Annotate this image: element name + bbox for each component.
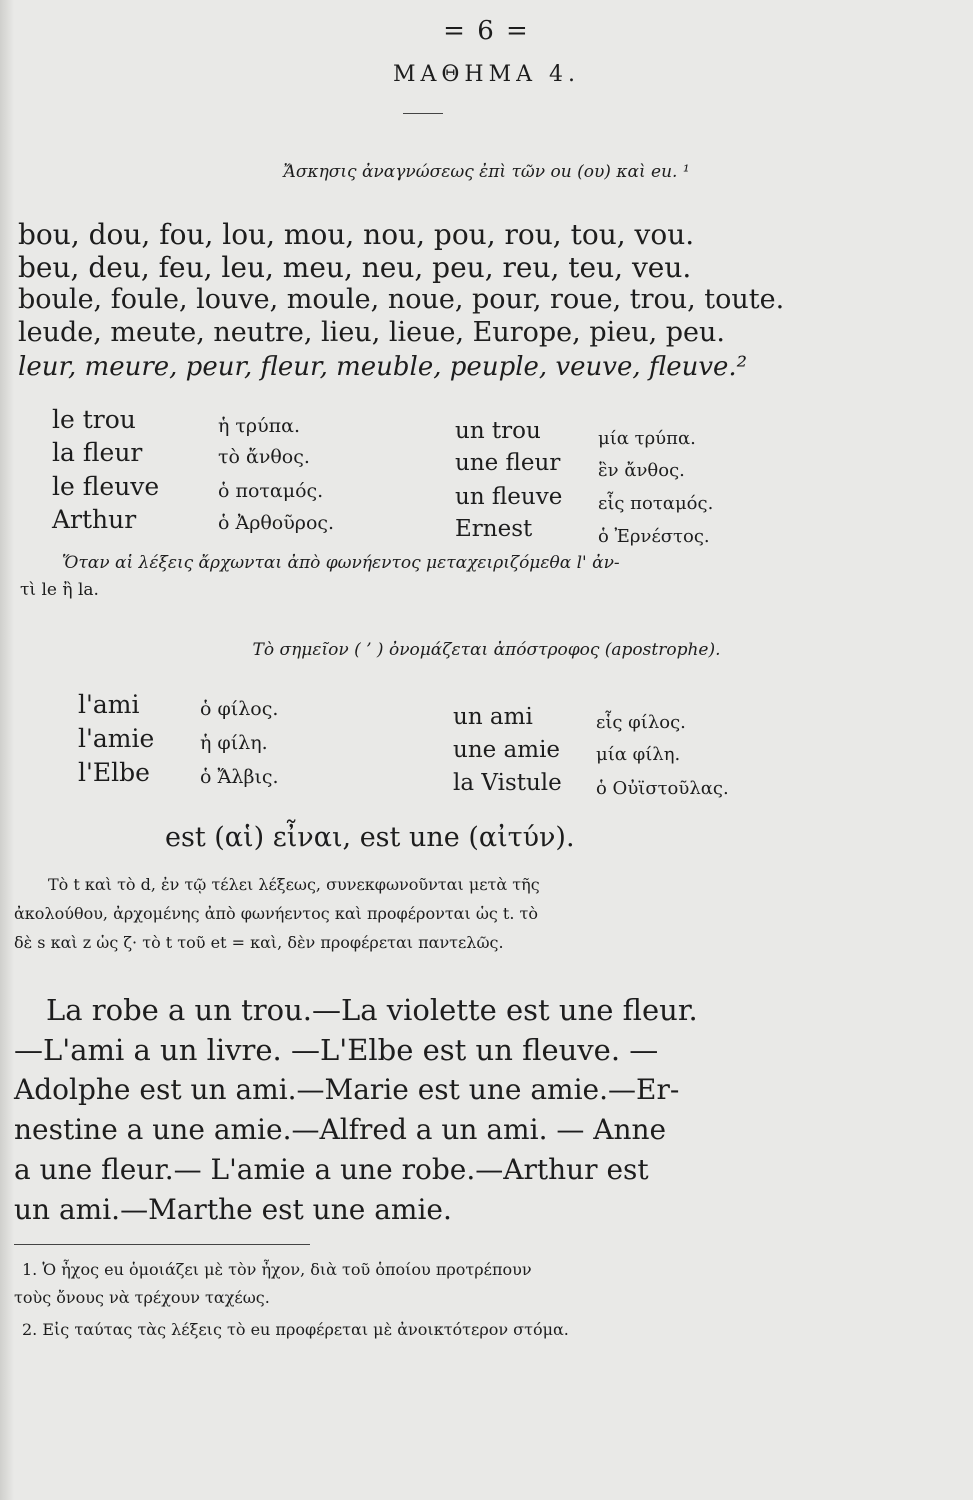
vocab-fr2: un trou	[455, 418, 541, 444]
footnote-line: 1. Ὁ ἦχος eu ὁμοιάζει μὲ τὸν ἦχον, διὰ τοῦ ὁποίου προτρέπουν	[22, 1260, 532, 1279]
vocab-gr: ὁ ποταμός.	[218, 480, 324, 502]
vocab-fr2: une fleur	[455, 450, 561, 476]
sentence-line: nestine a une amie.—Alfred a un ami. — Anne	[14, 1113, 667, 1146]
vocab-fr: l'Elbe	[78, 758, 150, 787]
sentence-line: La robe a un trou.—La violette est une fleur.	[46, 993, 698, 1027]
sentence-line: a une fleur.— L'amie a une robe.—Arthur est	[14, 1153, 649, 1186]
vocab-gr: ὁ Ἄλβις.	[200, 766, 279, 788]
footnote-rule	[14, 1244, 310, 1245]
vocab-gr: ὁ Ἀρθοῦρος.	[218, 512, 335, 534]
vocab-fr: l'ami	[78, 690, 140, 719]
vocab-gr2: μία τρύπα.	[598, 428, 696, 449]
vocab-gr2: μία φίλη.	[596, 744, 681, 765]
vocab-fr2: une amie	[453, 737, 561, 763]
est-line: est (αἱ) εἶναι, est une (αἰτύν).	[165, 822, 575, 853]
vocab-fr: l'amie	[78, 724, 155, 753]
elision-rule-line-2: τὶ le ἢ la.	[20, 580, 99, 600]
vocab-gr: ὁ φίλος.	[200, 698, 279, 720]
rule-line: ἀκολούθου, ἀρχομένης ἀπὸ φωνήεντος καὶ προφέρονται ὡς t. τὸ	[14, 904, 539, 923]
elision-rule-line-1: Ὅταν αἱ λέξεις ἄρχωνται ἀπὸ φωνήεντος μεταχειριζόμεθα l' ἀν-	[62, 553, 620, 573]
apostrophe-note: Τὸ σημεῖον ( ’ ) ὀνομάζεται ἀπόστροφος (apostrophe).	[252, 640, 721, 660]
vocab-gr: ἡ φίλη.	[200, 732, 268, 754]
word-line: boule, foule, louve, moule, noue, pour, roue, trou, toute.	[18, 284, 785, 315]
vocab-gr2: ὁ Ἐρνέστος.	[598, 526, 710, 547]
word-line: leude, meute, neutre, lieu, lieue, Europe, pieu, peu.	[18, 317, 726, 348]
sentence-line: —L'ami a un livre. —L'Elbe est un fleuve. —	[14, 1033, 659, 1067]
vocab-gr2: εἷς φίλος.	[596, 712, 686, 733]
vocab-fr2: Ernest	[455, 516, 533, 542]
vocab-gr2: ἓν ἄνθος.	[598, 460, 685, 481]
page-number: = 6 =	[443, 16, 530, 46]
footnote-line: τοὺς ὄνους νὰ τρέχουν ταχέως.	[14, 1288, 270, 1307]
vocab-gr: ἡ τρύπα.	[218, 415, 301, 437]
vocab-fr: le fleuve	[52, 472, 160, 501]
italic-word-line: leur, meure, peur, fleur, meuble, peuple, veuve, fleuve.²	[18, 352, 748, 382]
exercise-heading: Ἄσκησις ἀναγνώσεως ἐπὶ τῶν ou (ου) καὶ eu. ¹	[283, 162, 690, 182]
vocab-fr2: un ami	[453, 704, 533, 730]
sentence-line: un ami.—Marthe est une amie.	[14, 1193, 452, 1226]
lesson-title: ΜΑΘΗΜΑ 4.	[392, 62, 581, 87]
word-line: bou, dou, fou, lou, mou, nou, pou, rou, tou, vou.	[18, 218, 695, 251]
rule-line: δὲ s καὶ z ὡς ζ· τὸ t τοῦ et = καὶ, δὲν προφέρεται παντελῶς.	[14, 933, 504, 952]
vocab-gr2: ὁ Οὐϊστοῦλας.	[596, 778, 729, 799]
rule-line: Τὸ t καὶ τὸ d, ἐν τῷ τέλει λέξεως, συνεκφωνοῦνται μετὰ τῆς	[48, 875, 540, 894]
footnote-line: 2. Εἰς ταύτας τὰς λέξεις τὸ eu προφέρεται μὲ ἀνοικτότερον στόμα.	[22, 1320, 569, 1339]
sentence-line: Adolphe est un ami.—Marie est une amie.—Er-	[14, 1073, 680, 1106]
vocab-gr2: εἷς ποταμός.	[598, 493, 714, 514]
word-line: beu, deu, feu, leu, meu, neu, peu, reu, teu, veu.	[18, 251, 692, 284]
title-rule	[403, 113, 443, 114]
vocab-gr: τὸ ἄνθος.	[218, 446, 310, 468]
page-spine-shadow	[0, 0, 14, 1500]
vocab-fr: la fleur	[52, 438, 143, 467]
vocab-fr: Arthur	[52, 505, 137, 534]
vocab-fr: le trou	[52, 405, 136, 434]
vocab-fr2: la Vistule	[453, 770, 562, 796]
vocab-fr2: un fleuve	[455, 484, 563, 510]
